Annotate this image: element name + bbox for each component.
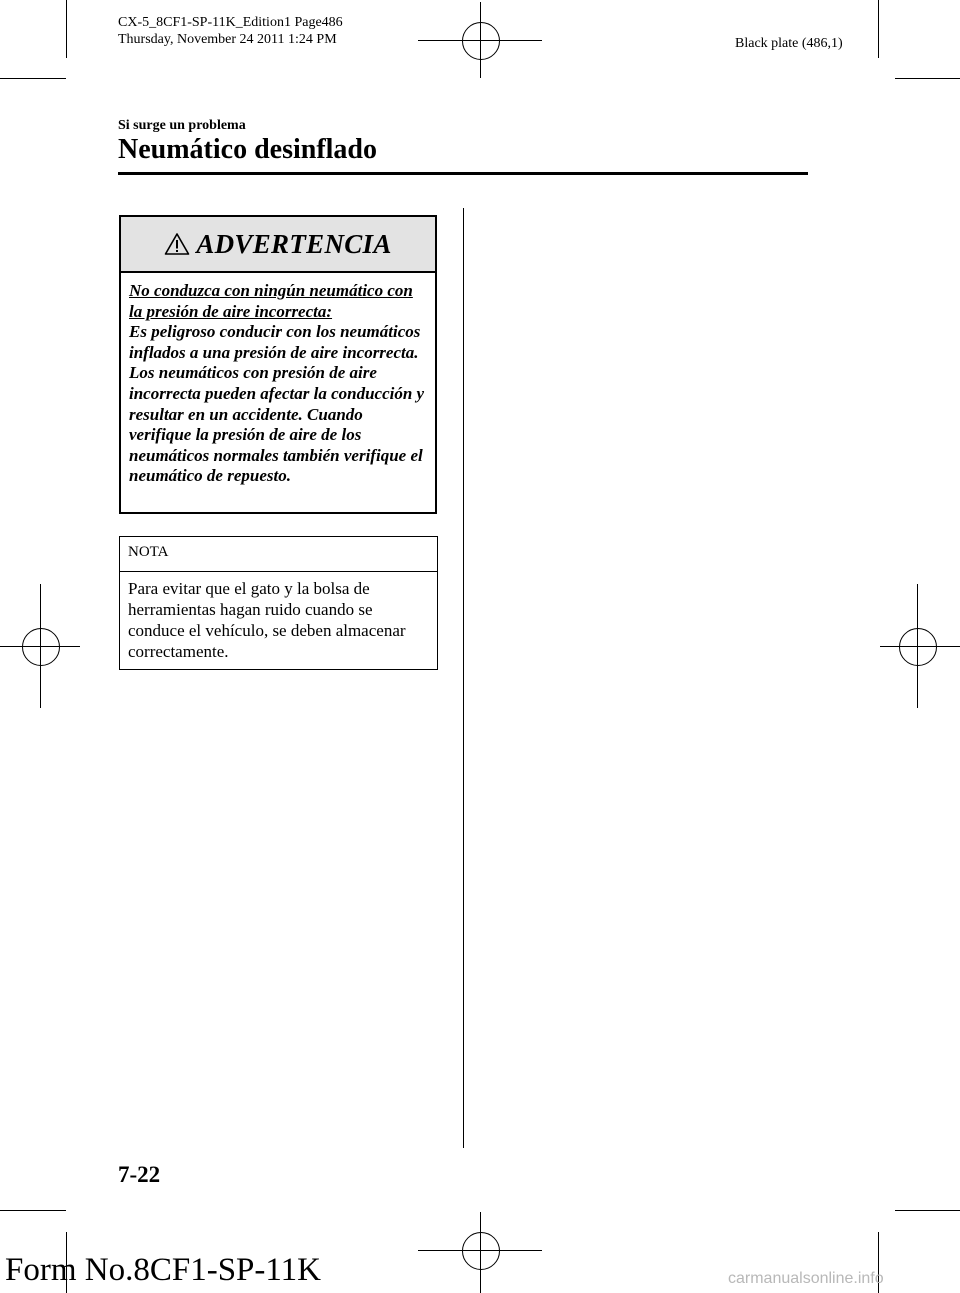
form-number: Form No.8CF1-SP-11K xyxy=(5,1252,321,1288)
column-divider xyxy=(463,208,464,1148)
warning-body xyxy=(121,273,435,487)
title-rule xyxy=(118,172,808,175)
plate-label: Black plate (486,1) xyxy=(735,36,843,51)
section-label: Si surge un problema xyxy=(118,118,246,133)
print-header xyxy=(118,14,343,48)
warning-subtitle: No conduzca con ningún neumático con la presión de aire incorrecta: xyxy=(129,281,413,321)
warning-triangle-icon xyxy=(164,232,190,256)
note-box xyxy=(119,536,438,670)
warning-header xyxy=(121,217,435,273)
note-text: Para evitar que el gato y la bolsa de herramientas hagan ruido cuando se conduce el vehículo, se deben almacenar correctamente. xyxy=(128,579,406,661)
print-date-line: Thursday, November 24 2011 1:24 PM xyxy=(118,32,337,47)
page-number: 7-22 xyxy=(118,1162,161,1187)
warning-text: Es peligroso conducir con los neumáticos inflados a una presión de aire incorrecta. Los neumáticos con presión de aire incorrecta pueden afectar la conducción y resultar en un accidente. Cuando verifique la presión de aire de los neumáticos normales también verifique el neumático de repuesto. xyxy=(129,322,425,486)
warning-box xyxy=(119,215,437,514)
warning-title: ADVERTENCIA xyxy=(196,228,392,259)
page-title: Neumático desinflado xyxy=(118,134,377,165)
note-title: NOTA xyxy=(120,537,437,572)
print-file-line: CX-5_8CF1-SP-11K_Edition1 Page486 xyxy=(118,15,343,30)
watermark: carmanualsonline.info xyxy=(728,1270,884,1287)
